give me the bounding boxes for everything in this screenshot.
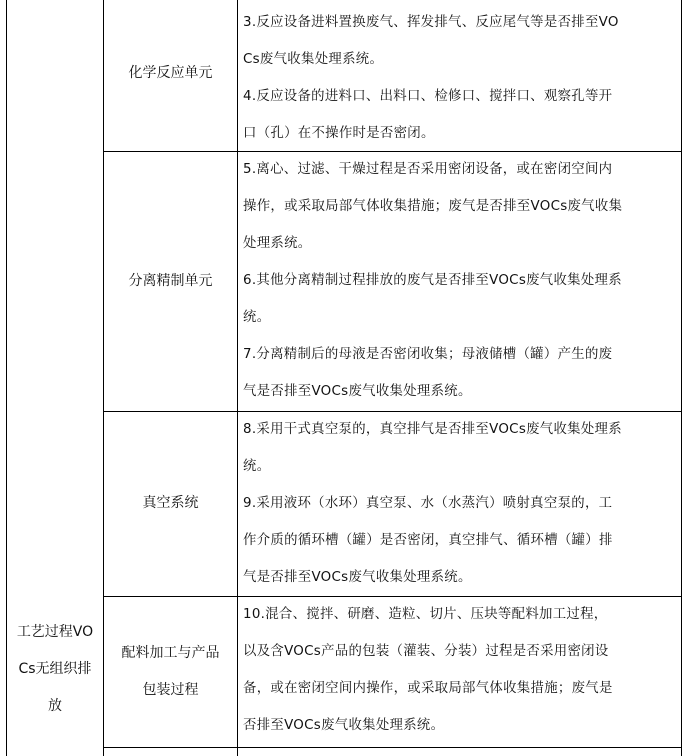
- unit-label: 化学反应单元: [128, 65, 213, 81]
- item-text-line: 6.其他分离精制过程排放的废气是否排至VOCs废气收集处理系: [243, 273, 622, 288]
- unit-cell-batching-packaging: [104, 596, 237, 747]
- item-text-line: 作介质的循环槽（罐）是否密闭，真空排气、循环槽（罐）排: [243, 533, 613, 548]
- item-text-line: 否排至VOCs废气收集处理系统。: [243, 718, 445, 733]
- category-line: 放: [48, 698, 62, 714]
- item-text-line: 以及含VOCs产品的包装（灌装、分装）过程是否采用密闭设: [243, 644, 609, 659]
- item-text-line: 气是否排至VOCs废气收集处理系统。: [243, 570, 472, 585]
- item-text-line: 10.混合、搅拌、研磨、造粒、切片、压块等配料加工过程，: [243, 607, 608, 622]
- item-text-line: Cs废气收集处理系统。: [243, 52, 384, 67]
- unit-label: 分离精制单元: [128, 272, 213, 289]
- category-line: Cs无组织排: [18, 661, 92, 677]
- item-text-line: 统。: [243, 459, 271, 474]
- check-item-8: [243, 411, 677, 485]
- row-divider: [104, 747, 681, 748]
- item-text-line: 口（孔）在不操作时是否密闭。: [243, 126, 435, 141]
- unit-cell-chemical-reaction: [104, 0, 237, 151]
- item-text-line: 7.分离精制后的母液是否密闭收集；母液储槽（罐）产生的废: [243, 347, 613, 362]
- item-text-line: 4.反应设备的进料口、出料口、检修口、搅拌口、观察孔等开: [243, 89, 613, 104]
- unit-label: 真空系统: [142, 495, 199, 511]
- check-item-7: [243, 336, 677, 410]
- check-item-10: [243, 596, 677, 744]
- item-text-line: 9.采用液环（水环）真空泵、水（水蒸汽）喷射真空泵的，工: [243, 496, 613, 511]
- item-text-line: 气是否排至VOCs废气收集处理系统。: [243, 384, 472, 399]
- check-item-9: [243, 485, 677, 596]
- check-item-4: [243, 78, 677, 152]
- checklist-table: [6, 0, 682, 756]
- check-item-3: [243, 4, 677, 78]
- check-item-6: [243, 262, 677, 336]
- item-text-line: 5.离心、过滤、干燥过程是否采用密闭设备，或在密闭空间内: [243, 162, 613, 177]
- item-text-line: 3.反应设备进料置换废气、挥发排气、反应尾气等是否排至VO: [243, 15, 619, 30]
- unit-label: 包装过程: [142, 681, 199, 698]
- category-line: 工艺过程VO: [16, 624, 94, 640]
- item-text-line: 统。: [243, 310, 271, 325]
- unit-cell-separation: [104, 151, 237, 411]
- item-text-line: 备，或在密闭空间内操作，或采取局部气体收集措施；废气是: [243, 681, 613, 696]
- check-item-5: [243, 151, 677, 262]
- process-category-cell: [7, 614, 103, 725]
- item-text-line: 操作，或采取局部气体收集措施；废气是否排至VOCs废气收集: [243, 199, 623, 214]
- unit-cell-vacuum: [104, 411, 237, 596]
- item-text-line: 8.采用干式真空泵的，真空排气是否排至VOCs废气收集处理系: [243, 422, 622, 437]
- item-text-line: 处理系统。: [243, 236, 312, 251]
- unit-label: 配料加工与产品: [121, 644, 220, 661]
